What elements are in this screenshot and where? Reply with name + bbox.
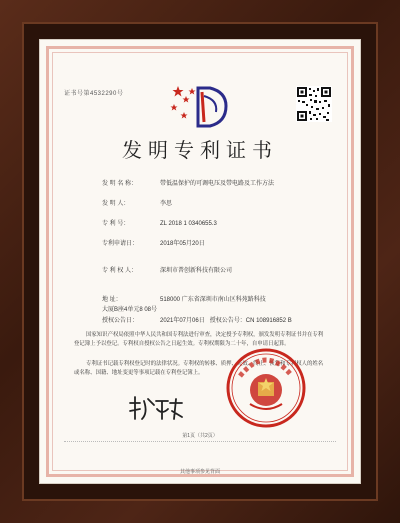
patentee-value: 深圳市普创新科技有限公司 [160,268,233,274]
patent-number-value: ZL 2018 1 0340655.3 [160,221,217,227]
body-paragraph-2: 专利证书记载专利权登记时的法律状况。专利权的转移、质押、无效、终止、恢复和专利权人的姓名或名称、国籍、地址变更等事项记载在专利登记簿上。 [74,361,324,376]
grant-date-label: 授权公告日： [102,318,139,324]
certificate-number: 证书号第4532290号 [64,91,124,97]
patent-number-row [102,218,217,227]
page-number: 第1页（共2页） [182,433,218,439]
filing-date-row [102,238,205,247]
invention-title-label: 发 明 名 称： [102,181,138,187]
qr-code-icon [296,86,332,122]
filing-date-label: 专利申请日： [102,241,139,247]
inventor-value: 李思 [160,201,173,207]
grant-date-value: 2021年07月06日 [160,318,205,324]
body-paragraph-1: 国家知识产权局依照中华人民共和国专利法进行审查，决定授予专利权，颁发发明专利证书并在专利登记簿上予以登记。专利权自授权公告之日起生效。专利权期限为二十年，自申请日起算。 [74,332,324,347]
invention-title-row [102,178,274,187]
grant-row [102,315,292,324]
grant-number-value: CN 108916852 B [245,318,292,324]
director-signature-icon [126,393,186,423]
address-value: 518000 广东省深圳市南山区科苑路科技大厦B座4单元8 08号 [102,297,266,313]
footer-note: 其他事项参见背面 [179,469,220,475]
patent-number-label: 专 利 号： [102,221,130,227]
grant-number-label: 授权公告号： [209,318,246,324]
divider [64,441,336,442]
patentee-row [102,265,232,274]
certificate-title: 发明专利证书 [122,138,278,162]
filing-date-value: 2018年05月20日 [160,241,205,247]
address-row [102,295,270,315]
official-seal-icon [224,346,308,430]
inventor-label: 发 明 人： [102,201,130,207]
patentee-label: 专 利 权 人： [102,268,138,274]
invention-title-value: 带低温保护的可调电压及带电路及工作方法 [160,181,275,187]
patent-office-emblem-icon [164,78,238,138]
inventor-row [102,198,172,207]
address-label: 地 址： [102,297,122,303]
